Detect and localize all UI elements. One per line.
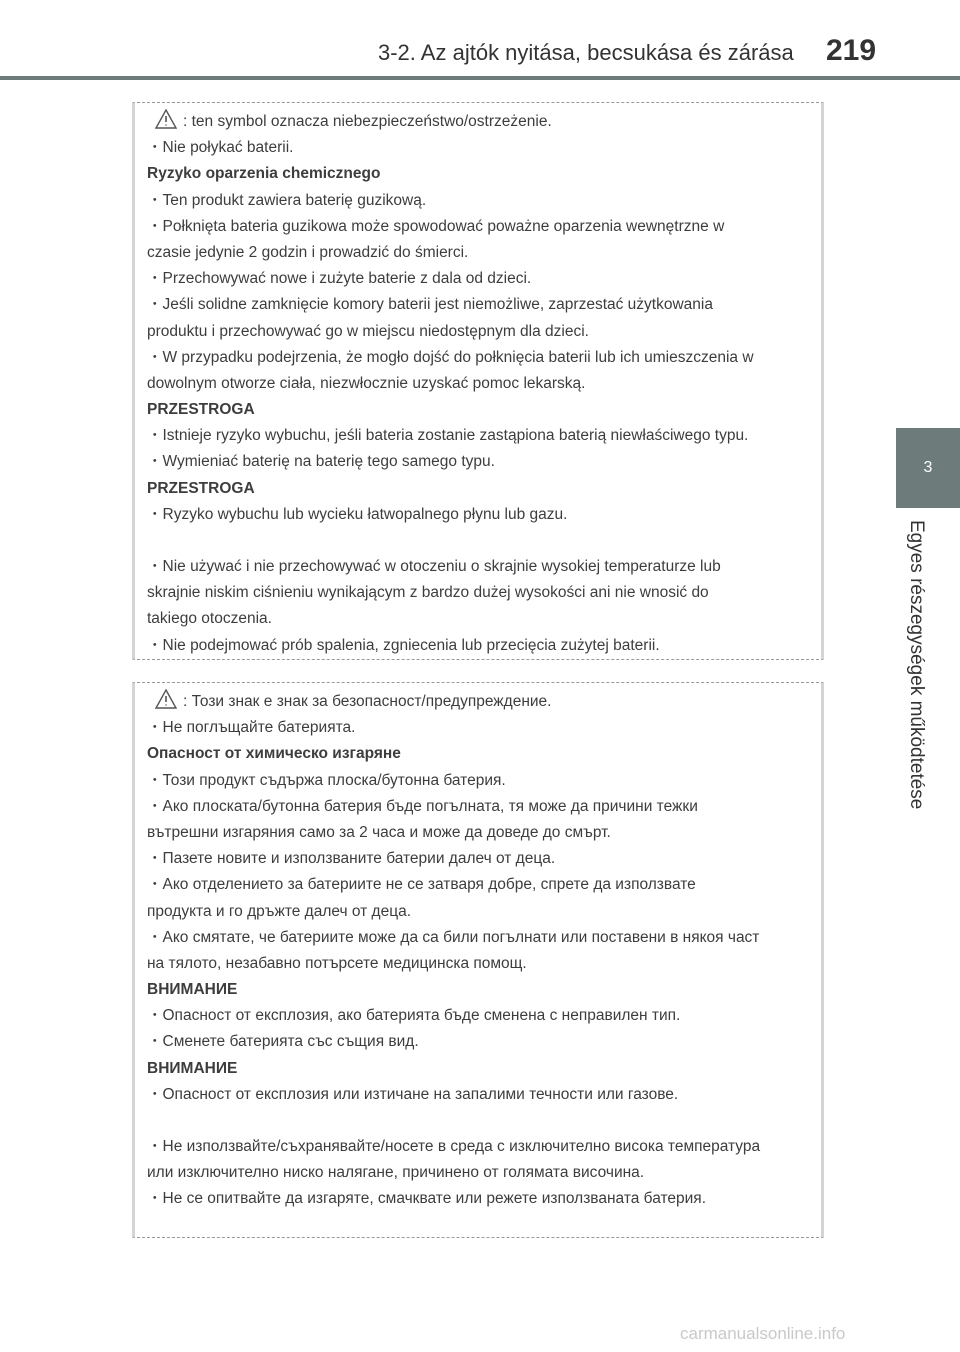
warning-line: [147, 502, 811, 528]
warning-line: [147, 1029, 811, 1055]
chapter-number: 3: [923, 459, 933, 476]
warning-heading: [147, 977, 811, 1003]
warning-line: [147, 528, 811, 554]
line-text: : ten symbol oznacza niebezpieczeństwo/ostrzeżenie.: [183, 113, 552, 130]
line-text: PRZESTROGA: [147, 401, 255, 419]
warning-heading: [147, 397, 811, 423]
warning-line: [147, 292, 811, 318]
line-text: ・Ryzyko wybuchu lub wycieku łatwopalnego płynu lub gazu.: [147, 505, 568, 523]
header-rule: [0, 76, 960, 80]
warning-box-bulgarian: [132, 682, 824, 1238]
line-text: dowolnym otworze ciała, niezwłocznie uzyskać pomoc lekarską.: [147, 374, 586, 392]
line-text: ・Nie połykać baterii.: [147, 139, 294, 157]
line-text: на тялото, незабавно потърсете медицинска помощ.: [147, 954, 527, 972]
warning-triangle-icon: [155, 689, 177, 709]
warning-line: [147, 554, 811, 580]
line-text: ・Не се опитвайте да изгаряте, смачквате или режете използваната батерия.: [147, 1190, 707, 1208]
line-text: ・Jeśli solidne zamknięcie komory baterii jest niemożliwe, zaprzestać użytkowania: [147, 296, 713, 314]
page-header: [0, 0, 960, 80]
warning-line: [147, 715, 811, 741]
warning-line: [147, 846, 811, 872]
warning-line: [147, 423, 811, 449]
line-text: ВНИМАНИЕ: [147, 1059, 238, 1077]
page-number: 219: [826, 34, 877, 67]
line-text: ・Istnieje ryzyko wybuchu, jeśli bateria zostanie zastąpiona baterią niewłaściwego typu.: [147, 427, 749, 445]
line-text: skrajnie niskim ciśnieniu wynikającym z bardzo dużej wysokości ani nie wnosić do: [147, 584, 709, 602]
line-text: ・Nie podejmować prób spalenia, zgniecenia lub przecięcia zużytej baterii.: [147, 636, 660, 654]
warning-line: [147, 580, 811, 606]
line-text: Опасност от химическо изгаряне: [147, 745, 401, 763]
warning-line: [147, 1108, 811, 1134]
warning-line: [147, 109, 811, 135]
warning-heading: [147, 161, 811, 187]
warning-line: [147, 188, 811, 214]
warning-line: [147, 925, 811, 951]
line-text: или изключително ниско налягане, причинено от голямата височина.: [147, 1164, 645, 1182]
line-text: ・Ако отделението за батериите не се затваря добре, спрете да използвате: [147, 876, 696, 894]
line-text: ・Сменете батерията със същия вид.: [147, 1033, 419, 1051]
line-text: ・Ако плоската/бутонна батерия бъде погълната, тя може да причини тежки: [147, 797, 698, 815]
line-text: ・Wymieniać baterię na baterię tego samego typu.: [147, 453, 495, 471]
warning-line: [147, 768, 811, 794]
warning-heading: [147, 1056, 811, 1082]
line-text: ・Не използвайте/съхранявайте/носете в среда с изключително висока температура: [147, 1138, 761, 1155]
warning-line: [147, 345, 811, 371]
warning-box-polish: [132, 102, 824, 660]
warning-triangle-icon: [155, 109, 177, 129]
warning-heading: [147, 476, 811, 502]
warning-line: [147, 794, 811, 820]
line-text: ・Nie używać i nie przechowywać w otoczeniu o skrajnie wysokiej temperaturze lub: [147, 558, 721, 575]
line-text: ・Połknięta bateria guzikowa może spowodować poważne oparzenia wewnętrzne w: [147, 217, 725, 235]
line-text: продукта и го дръжте далеч от деца.: [147, 902, 412, 920]
line-text: ・Не поглъщайте батерията.: [147, 719, 356, 737]
warning-line: [147, 240, 811, 266]
footer-watermark: carmanualsonline.info: [680, 1324, 846, 1343]
warning-heading: [147, 741, 811, 767]
warning-line: [147, 872, 811, 898]
warning-line: [147, 319, 811, 345]
section-title: 3-2. Az ajtók nyitása, becsukása és zárása: [378, 40, 794, 65]
warning-line: [147, 214, 811, 240]
line-text: ・Przechowywać nowe i zużyte baterie z dala od dzieci.: [147, 270, 532, 288]
warning-line: [147, 1134, 811, 1160]
line-text: Ryzyko oparzenia chemicznego: [147, 165, 381, 183]
warning-line: [147, 689, 811, 715]
line-text: вътрешни изгаряния само за 2 часа и може да доведе до смърт.: [147, 823, 611, 841]
warning-line: [147, 951, 811, 977]
line-text: ・Опасност от експлозия, ако батерията бъде сменена с неправилен тип.: [147, 1007, 681, 1025]
line-text: ・Ten produkt zawiera baterię guzikową.: [147, 191, 427, 209]
line-text: ・Пазете новите и използваните батерии далеч от деца.: [147, 850, 556, 868]
line-text: produktu i przechowywać go w miejscu niedostępnym dla dzieci.: [147, 322, 589, 340]
warning-line: [147, 1082, 811, 1108]
line-text: ・Този продукт съдържа плоска/бутонна батерия.: [147, 771, 506, 789]
line-text: ВНИМАНИЕ: [147, 981, 238, 999]
warning-line: [147, 371, 811, 397]
warning-line: [147, 820, 811, 846]
line-text: takiego otoczenia.: [147, 610, 272, 628]
warning-line: [147, 606, 811, 632]
warning-line: [147, 633, 811, 659]
line-text: ・Опасност от експлозия или изтичане на запалими течности или газове.: [147, 1085, 679, 1103]
chapter-label: Egyes részegységek működtetése: [906, 520, 927, 810]
line-text: ・Ако смятате, че батериите може да са били погълнати или поставени в някоя част: [147, 928, 760, 946]
line-text: czasie jedynie 2 godzin i prowadzić do śmierci.: [147, 243, 469, 261]
warning-line: [147, 1003, 811, 1029]
warning-line: [147, 899, 811, 925]
warning-line: [147, 1160, 811, 1186]
warning-line: [147, 1186, 811, 1212]
warning-line: [147, 266, 811, 292]
chapter-tab: [896, 428, 960, 508]
line-text: ・W przypadku podejrzenia, że mogło dojść do połknięcia baterii lub ich umieszczenia w: [147, 348, 754, 366]
line-text: PRZESTROGA: [147, 479, 255, 497]
line-text: : Този знак е знак за безопасност/предупреждение.: [183, 693, 552, 710]
warning-line: [147, 135, 811, 161]
warning-line: [147, 449, 811, 475]
